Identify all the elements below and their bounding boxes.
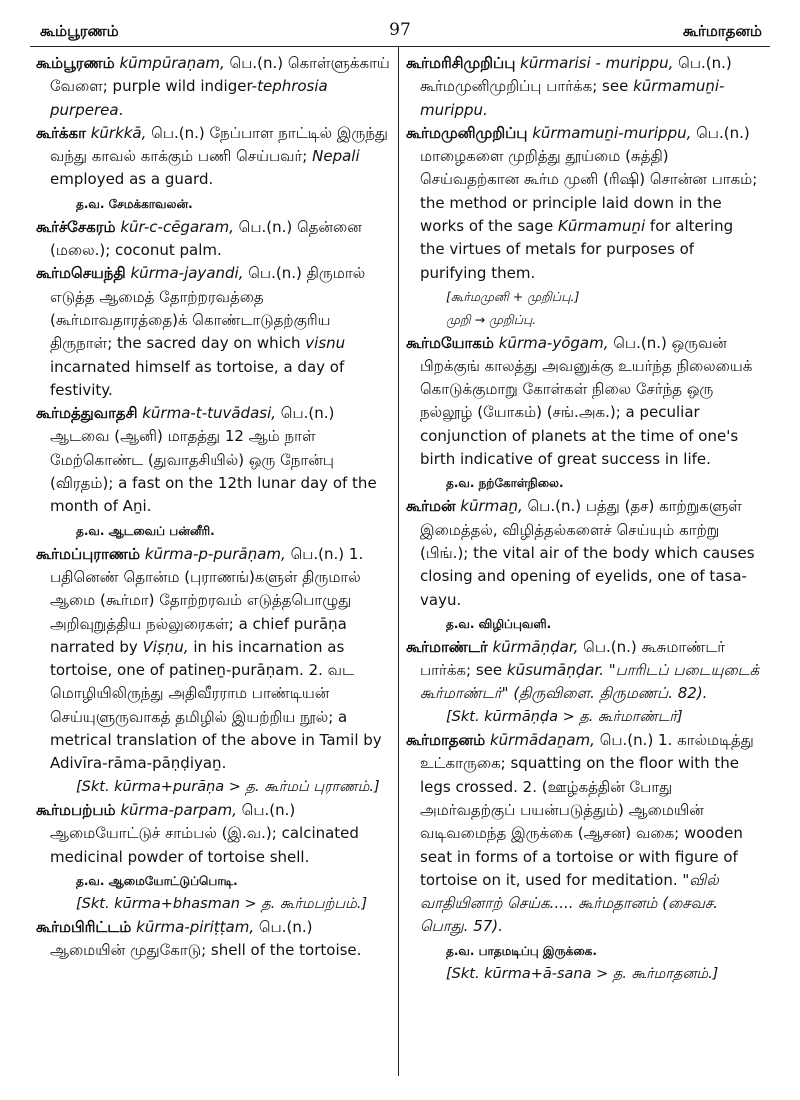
entry-definition: பெ.(n.) மாழைகளை முறித்து தூய்மை (சுத்தி) செய்வதற்கான கூர்ம முனி (ரிஷி) சொன்ன பாகம்; the method or principle laid down in the works of the sage (420, 123, 758, 236)
entry-headword: கூர்மயோகம் (406, 333, 494, 352)
entry-transliteration: kūrkkā, (90, 123, 147, 142)
entry-transliteration: kūrma-p-purāṇam, (144, 544, 286, 563)
entry-transliteration: kūmpūraṇam, (119, 54, 225, 72)
entry-headword: கூர்மபிரிட்டம் (36, 918, 132, 937)
tamil-equivalent: த.வ. நற்கோள்நிலை. (446, 476, 564, 491)
etymology: [Skt. kūrma+purāṇa > த. கூர்மப் புராணம்.] (76, 778, 380, 795)
header-rule (30, 46, 770, 47)
entry-headword: கூர்மரிசிமுறிப்பு (406, 54, 516, 72)
header-right-guideword: கூர்மாதனம் (682, 22, 762, 40)
tamil-equivalent: த.வ. ஆமையோட்டுப்பொடி. (76, 873, 238, 888)
etymology-note: [கூர்மமுனி + முறிப்பு.] (446, 288, 580, 304)
tamil-equivalent: த.வ. ஆடவைப் பன்னீரி. (76, 523, 215, 538)
left-column (36, 52, 392, 963)
entry-definition: பெ.(n.) ஒருவன் பிறக்குங் காலத்து அவனுக்கு உயர்ந்த நிலையைக் கொடுக்குமாறு கோள்கள் நிலை சேர்ந்த ஒரு நல்லூழ் (யோகம்) (சங்.அக.); a peculiar conjunction of planets at the time of one's birth indicative of great success in life. (420, 333, 753, 469)
etymology: [Skt. kūrmāṇḍa > த. கூர்மாண்டர்] (446, 708, 683, 725)
entry-italic-term: Viṣṇu, (142, 637, 189, 656)
entry-transliteration: kūr-c-cēgaram, (120, 217, 234, 236)
entry-headword: கூர்மாதனம் (406, 731, 486, 750)
dictionary-entry (36, 799, 392, 869)
entry-definition: பெ.(n.) பத்து (தச) காற்றுகளுள் இமைத்தல், விழித்தல்களைச் செய்யும் காற்று (பிங்.); the vital air of the body which causes closing and opening of eyelids, one of tasa-vayu. (420, 497, 755, 609)
dictionary-entry (406, 729, 762, 939)
entry-headword: கூம்பூரணம் (36, 54, 115, 72)
entry-transliteration: kūrmamuṉi-murippu, (532, 123, 692, 142)
entry-headword: கூர்க்கா (36, 123, 86, 142)
entry-transliteration: kūrmarisi - murippu, (520, 54, 674, 72)
entry-definition-tail: in his incarnation as tortoise, one of patineṉ-purāṇam. 2. வட மொழியிலிருந்து அதிவீரராம பாண்டியன் செய்யுளுருவாகத் தமிழில் இயற்றிய நூல்; a metrical translation of the above in Tamil by Adivīra-rāma-pāṇḍiyaṉ. (50, 637, 382, 773)
entry-headword: கூர்ச்சேகரம் (36, 217, 116, 236)
page-number: 97 (389, 20, 411, 40)
entry-italic-term: visnu (305, 334, 346, 353)
entry-definition: பெ.(n.) கொள்ளுக்காய் வேளை; purple wild indiger- (50, 54, 390, 96)
entry-headword: கூர்மத்துவாதசி (36, 404, 138, 423)
etymology-note: முறி → முறிப்பு. (446, 312, 537, 328)
entry-definition: பெ.(n.) கூசுமாண்டர் பார்க்க; see (420, 637, 726, 680)
entry-italic-term: "வில் வாதியினாற் செய்க..... கூர்மதானம் (சைவச. பொது. 57). (420, 870, 719, 936)
entry-definition: பெ.(n.) கூர்மமுனிமுறிப்பு பார்க்க; see (420, 54, 732, 96)
entry-definition: பெ.(n.) ஆமையோட்டுச் சாம்பல் (இ.வ.); calcinated medicinal powder of tortoise shell. (50, 800, 359, 866)
right-column (406, 52, 762, 986)
entry-definition-tail: employed as a guard. (50, 170, 214, 189)
entry-italic-term: kūsumāṇḍar. "பாரிடப் படையுடைக் கூர்மாண்டர்" (திருவிளை. திருமணப். 82). (420, 661, 760, 703)
header-left-guideword: கூம்பூரணம் (40, 22, 119, 40)
entry-definition: பெ.(n.) 1. பதினெண் தொன்ம (புராணங்)களுள் திருமால் ஆமை (கூர்மா) தோற்றரவம் எடுத்தபொழுது அறிவுறுத்திய நல்லுரைகள்; a chief purāṇa narrated by (50, 544, 364, 656)
dictionary-entry (406, 636, 762, 706)
entry-definition: பெ.(n.) திருமால் எடுத்த ஆமைத் தோற்றரவத்தை (கூர்மாவதாரத்தை)க் கொண்டாடுதற்குரிய திருநாள்; the sacred day on which (50, 264, 366, 353)
entry-transliteration: kūrma-t-tuvādasi, (142, 404, 277, 423)
entry-headword: கூர்மசெயந்தி (36, 264, 126, 283)
entry-transliteration: kūrmāṇḍar, (492, 637, 579, 656)
entry-italic-term: Kūrmamuṉi (558, 217, 646, 236)
entry-transliteration: kūrma-piriṭṭam, (136, 918, 255, 937)
entry-transliteration: kūrma-jayandi, (130, 264, 244, 283)
entry-transliteration: kūrmādaṉam, (489, 731, 595, 750)
entry-transliteration: kūrma-yōgam, (498, 333, 609, 352)
dictionary-entry (36, 52, 392, 122)
entry-italic-term: kūrmamuṉi-murippu. (420, 77, 725, 119)
dictionary-entry (406, 122, 762, 285)
dictionary-entry (406, 495, 762, 611)
dictionary-entry (36, 543, 392, 776)
entry-transliteration: kūrmaṉ, (460, 497, 523, 516)
dictionary-entry (36, 262, 392, 402)
tamil-equivalent: த.வ. விழிப்புவளி. (446, 616, 552, 631)
dictionary-entry (406, 332, 762, 472)
column-divider (398, 46, 399, 1076)
entry-headword: கூர்மபற்பம் (36, 800, 116, 819)
entry-headword: கூர்மமுனிமுறிப்பு (406, 123, 528, 142)
entry-italic-term: Nepali (312, 147, 360, 166)
dictionary-entry (36, 402, 392, 518)
entry-definition: பெ.(n.) ஆமையின் முதுகோடு; shell of the tortoise. (50, 918, 362, 960)
etymology: [Skt. kūrma+bhasman > த. கூர்மபற்பம்.] (76, 895, 368, 912)
entry-definition: பெ.(n.) தென்னை (மலை.); coconut palm. (50, 217, 362, 260)
dictionary-entry (36, 916, 392, 963)
dictionary-entry (36, 216, 392, 263)
tamil-equivalent: த.வ. பாதமடிப்பு இருக்கை. (446, 943, 597, 958)
entry-italic-term: tephrosia purperea (50, 77, 328, 119)
entry-definition-tail: for altering the virtues of metals for purposes of purifying them. (420, 217, 734, 282)
tamil-equivalent: த.வ. சேமக்காவலன். (76, 196, 193, 211)
entry-definition: பெ.(n.) 1. கால்மடித்து உட்காருகை; squatting on the floor with the legs crossed. 2. (ஊழ்கத்தின் போது அமர்வதற்குப் பயன்படுத்தும்) ஆமையின் வடிவமைந்த இருக்கை (ஆசன) வகை; wooden seat in forms of a tortoise or with figure of tortoise on it, used for meditation. (420, 731, 754, 889)
entry-definition: பெ.(n.) நேப்பாள நாட்டில் இருந்து வந்து காவல் காக்கும் பணி செய்பவர்; (50, 123, 388, 166)
entry-headword: கூர்மப்புராணம் (36, 544, 141, 563)
entry-transliteration: kūrma-parpam, (120, 800, 237, 819)
entry-definition: பெ.(n.) ஆடவை (ஆனி) மாதத்து 12 ஆம் நாள் மேற்கொண்ட (துவாதசியில்) ஒரு நோன்பு (விரதம்); a fast on the 12th lunar day of the month of Aṉi. (50, 404, 377, 516)
dictionary-entry (406, 52, 762, 122)
entry-definition-tail: incarnated himself as tortoise, a day of festivity. (50, 357, 345, 399)
entry-headword: கூர்மன் (406, 497, 456, 516)
etymology: [Skt. kūrma+ā-sana > த. கூர்மாதனம்.] (446, 965, 719, 982)
dictionary-entry (36, 122, 392, 192)
entry-definition-tail: . (118, 100, 124, 119)
entry-headword: கூர்மாண்டர் (406, 637, 488, 656)
